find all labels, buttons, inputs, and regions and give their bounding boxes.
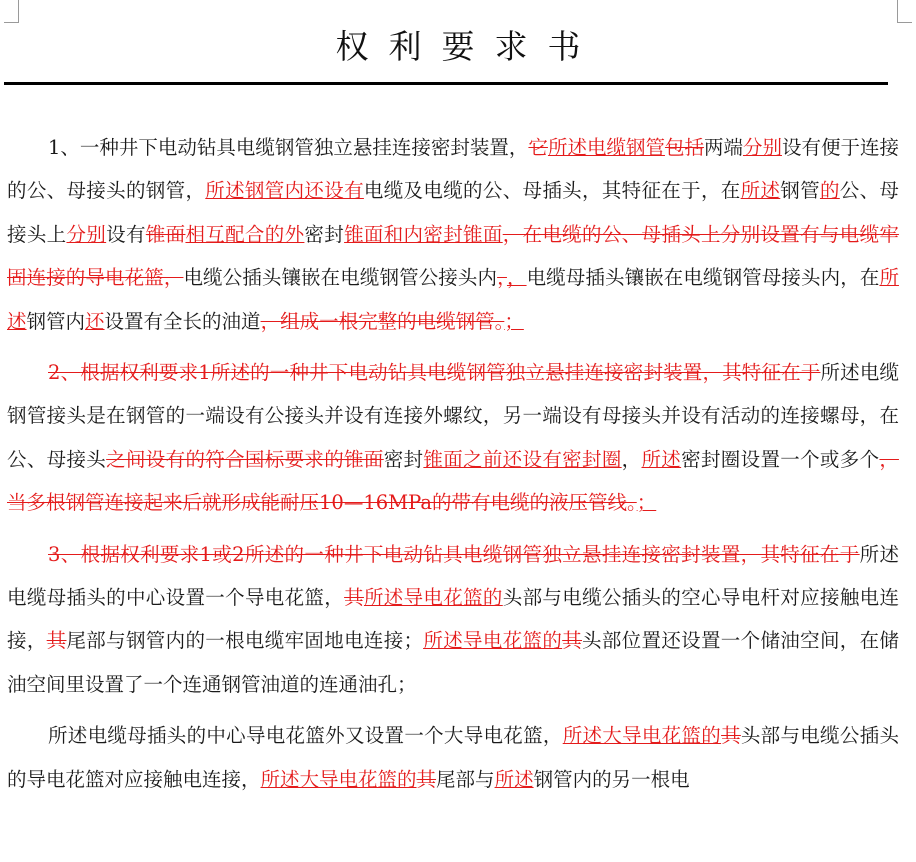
deleted-text: ，当多根钢管连接起来后就形成能耐压10—16MPa的带有电缆的液压管线。 [7,447,899,515]
body-text: 头部与电缆公插头的空心导电杆对应接触电连接， [7,586,899,653]
title-underline-rule [4,82,888,85]
inserted-text: 所述钢管内还设有 [205,179,364,203]
body-text: 密封圈设置一个或多个 [681,447,880,471]
claim-paragraph-4[interactable] [7,714,899,801]
body-text: 电缆母插头镶嵌在电缆钢管母接头内，在 [526,266,880,290]
body-text: 公、母接头上 [7,179,899,246]
inserted-text: 所述电缆钢管 [547,136,665,159]
body-text: 1、一种井下电动钻具电缆钢管独立悬挂连接密封装置， [48,136,529,159]
inserted-text: 所述大导电花篮的 [562,724,722,748]
body-text: 头部位置还设置一个储油空间，在储油空间里设置了一个连通钢管油道的连通油孔； [7,629,899,696]
body-text: 设有便于连接的公、母接头的钢管， [7,136,900,203]
deleted-text: ，组成一根完整的电缆钢管。 [260,309,505,333]
inserted-text: 所述 [740,179,781,203]
body-text: 设置有全长的油道 [104,309,261,333]
document-body[interactable] [7,126,899,801]
deleted-text: 锥面 [145,222,186,246]
deleted-text: 包括 [664,136,704,159]
body-text: 密封 [383,447,424,471]
inserted-text: 还 [85,309,105,333]
document-title: 权利要求书 [335,27,601,66]
inserted-text: 分别 [742,136,782,159]
body-text: 所述电缆母插头的中心设置一个导电花篮， [7,542,899,610]
body-text: 所述电缆母插头的中心导电花篮外又设置一个大导电花篮， [48,724,563,748]
inserted-text: 所述大导电花篮的 [260,767,417,791]
inserted-text: 所述导电花篮的 [423,629,563,653]
deleted-text: 它 [528,136,548,159]
body-text: 尾部与钢管内的一根电缆牢固地电连接； [66,629,424,653]
claim-paragraph-1[interactable] [7,126,899,343]
body-text: 设有 [106,222,146,246]
inserted-text: 所述导电花篮的 [363,586,503,610]
deleted-text: ， [497,266,507,290]
body-text: 所述电缆钢管接头是在钢管的一端设有公接头并设有连接外螺纹，另一端设有母接头并设有活动的连接螺母，在公、母接头 [7,361,899,471]
inserted-text: 所述 [641,447,682,471]
inserted-text: 锥面和内密封锥面 [344,222,503,246]
body-text: 尾部与 [436,767,495,791]
deleted-text: 其 [46,629,67,653]
body-text: 头部与电缆公插头的导电花篮对应接触电连接， [7,724,899,791]
body-text: 密封 [304,222,345,246]
body-text: ， [621,447,642,471]
body-text: 钢管 [780,179,820,203]
deleted-text: 其 [344,586,364,610]
deleted-text: 其 [416,767,437,791]
inserted-text: 锥面之前还设有密封圈 [423,447,622,471]
deleted-text: ，在电缆的公、母插头上分别设置有与电缆牢固连接的导电花篮， [7,222,899,290]
inserted-text: 分别 [66,222,107,246]
claim-paragraph-2[interactable] [7,351,899,525]
inserted-text: 所述 [494,767,534,791]
inserted-text: 的 [819,179,840,203]
deleted-text: 2、根据权利要求1所述的一种井下电动钻具电缆钢管独立悬挂连接密封装置，其特征在于 [48,361,821,385]
page-corner-mark-left [4,0,19,23]
page-corner-mark-right [897,0,912,23]
body-text: 两端 [703,136,743,159]
deleted-text: 其 [721,724,741,748]
claim-paragraph-3[interactable] [7,533,899,707]
inserted-text: 所述 [7,266,899,333]
inserted-text: ， [506,266,527,290]
inserted-text: ； [504,309,524,333]
deleted-text: 3、根据权利要求1或2所述的一种井下电动钻具电缆钢管独立悬挂连接密封装置，其特征在于 [48,542,860,566]
body-text: 钢管内 [26,309,86,333]
body-text: 电缆及电缆的公、母插头，其特征在于，在 [363,179,741,203]
inserted-text: ； [636,491,657,515]
body-text: 电缆公插头镶嵌在电缆钢管公接头内 [183,266,498,290]
deleted-text: 其 [562,629,583,653]
deleted-text: 之间设有的符合国标要求的锥面 [106,447,384,471]
body-text: 钢管内的另一根电 [533,767,690,791]
inserted-text: 相互配合的外 [185,222,305,246]
